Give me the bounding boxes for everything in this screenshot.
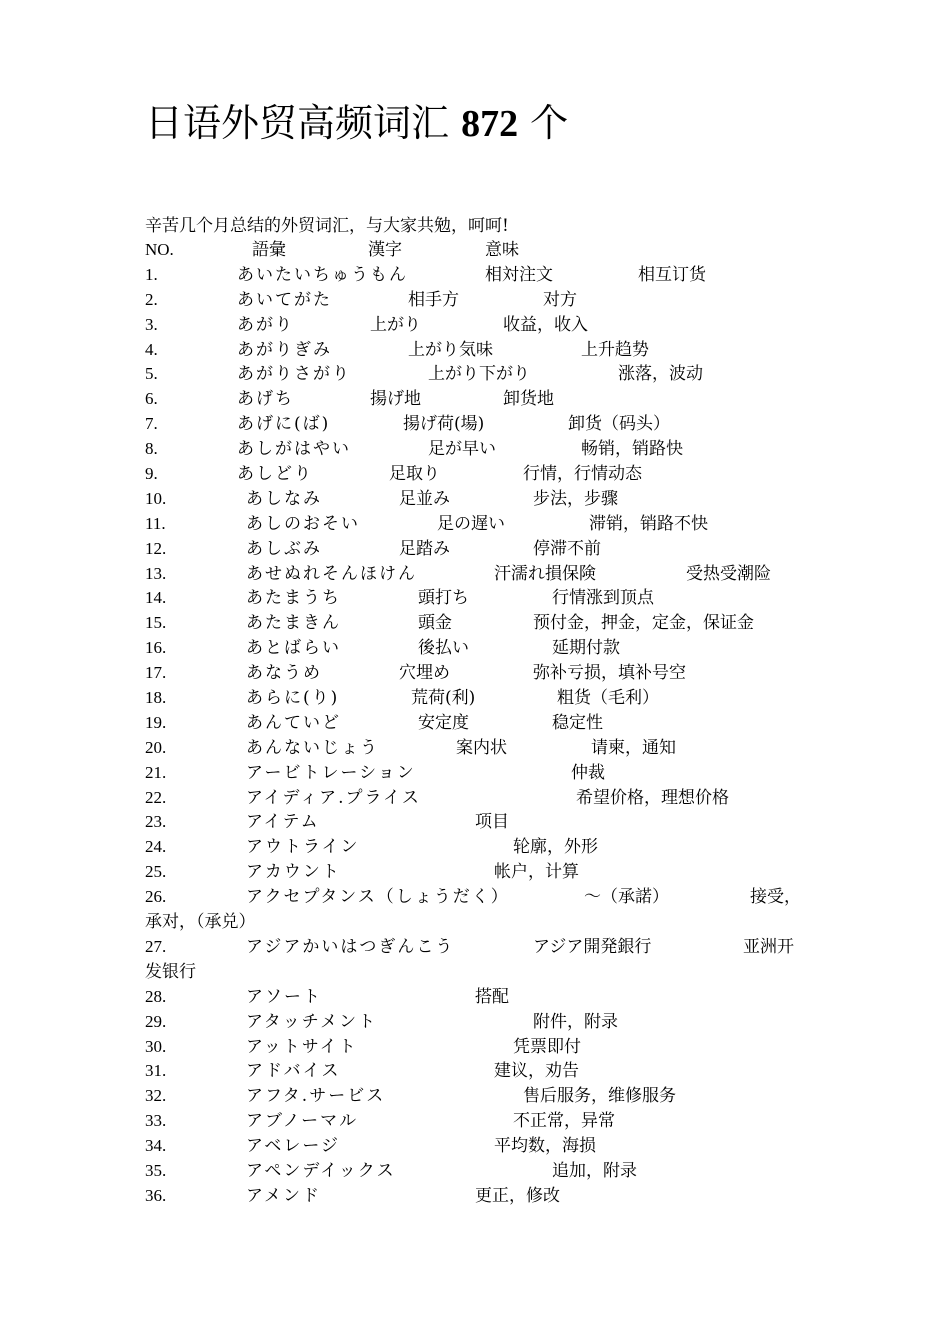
entry-meaning: 亚洲开 [743, 936, 794, 957]
entry-meaning: 行情，行情动态 [523, 464, 642, 485]
entry-number: 34. [145, 1136, 167, 1156]
entry-vocab: アクセプタンス（しょうだく） [246, 887, 510, 908]
entry-kanji: 後払い [418, 638, 469, 659]
entry-number: 13. [145, 563, 167, 583]
entry-meaning: 平均数，海损 [494, 1136, 596, 1157]
entry-row [0, 387, 950, 412]
entry-row [0, 1010, 950, 1035]
entry-meaning: 希望价格，理想价格 [576, 787, 729, 808]
title-suffix: 个 [518, 101, 569, 145]
entry-kanji: 上がり気味 [408, 339, 493, 360]
entry-vocab: アカウント [246, 862, 341, 883]
entry-kanji: 荒荷(利) [411, 688, 476, 709]
entry-kanji: 相対注文 [485, 264, 553, 285]
entry-number: 1. [145, 264, 158, 284]
entry-number: 14. [145, 588, 167, 608]
entry-number: 29. [145, 1011, 167, 1031]
entry-kanji: 上がり [370, 314, 421, 335]
entry-vocab: あがりさがり [237, 364, 351, 385]
entry-meaning: 稳定性 [552, 712, 603, 733]
entry-number: 19. [145, 712, 167, 732]
entry-row [0, 512, 950, 537]
entry-meaning: 接受， [750, 887, 801, 908]
entry-number: 11. [145, 513, 166, 533]
entry-number: 7. [145, 414, 158, 434]
entry-meaning: 不正常，异常 [513, 1111, 615, 1132]
entry-row [0, 611, 950, 636]
entry-number: 35. [145, 1160, 167, 1180]
entry-number: 21. [145, 762, 167, 782]
entry-row [0, 562, 950, 587]
entry-number: 15. [145, 613, 167, 633]
entry-kanji: 頭打ち [418, 588, 469, 609]
entry-vocab: あたまうち [246, 588, 341, 609]
entry-vocab: アジアかいはつぎんこう [246, 936, 455, 957]
entry-vocab: アービトレーション [246, 762, 416, 783]
entry-meaning: 上升趋势 [581, 339, 649, 360]
entry-number: 6. [145, 389, 158, 409]
entry-vocab: アソート [246, 986, 322, 1007]
entry-number: 30. [145, 1036, 167, 1056]
entry-number: 24. [145, 837, 167, 857]
vocabulary-list [0, 238, 950, 1209]
entry-number: 10. [145, 488, 167, 508]
entry-number: 9. [145, 464, 158, 484]
entry-row [0, 711, 950, 736]
entry-row [0, 835, 950, 860]
entry-meaning: 更正，修改 [475, 1185, 560, 1206]
entry-meaning: 附件，附录 [533, 1011, 618, 1032]
entry-vocab: アペンデイックス [246, 1160, 396, 1181]
entry-row [0, 412, 950, 437]
entry-vocab: アフタ.サービス [246, 1086, 386, 1107]
entry-number: 23. [145, 812, 167, 832]
entry-kanji: 案内状 [456, 737, 507, 758]
entry-row [0, 586, 950, 611]
entry-number: 12. [145, 538, 167, 558]
intro-text: 辛苦几个月总结的外贸词汇，与大家共勉，呵呵! [145, 216, 509, 236]
entry-kanji: 安定度 [418, 712, 469, 733]
entry-number: 27. [145, 936, 167, 956]
entry-meaning: 滞销，销路不快 [589, 513, 708, 534]
entry-vocab: あしのおそい [246, 513, 360, 534]
entry-vocab: アベレージ [246, 1136, 340, 1157]
entry-row [0, 860, 950, 885]
entry-meaning: 请柬，通知 [591, 737, 676, 758]
entry-vocab: アイテム [246, 812, 320, 833]
entry-row [0, 786, 950, 811]
entry-row [0, 437, 950, 462]
entry-meaning: 卸货地 [503, 389, 554, 410]
entry-number: 26. [145, 887, 167, 907]
entry-vocab: アタッチメント [246, 1011, 378, 1032]
entry-number: 20. [145, 737, 167, 757]
entry-meaning: 涨落，波动 [618, 364, 703, 385]
entry-meaning-continuation: 承对，（承兑） [145, 912, 256, 933]
entry-vocab: アドバイス [246, 1061, 341, 1082]
entry-vocab: あいてがた [237, 289, 332, 310]
entry-vocab: あせぬれそんほけん [246, 563, 417, 584]
entry-meaning-continuation: 发银行 [145, 961, 196, 982]
entry-row [0, 1035, 950, 1060]
entry-meaning: 帐户，计算 [494, 862, 579, 883]
entry-row [0, 661, 950, 686]
entry-meaning: 售后服务，维修服务 [523, 1086, 676, 1107]
entry-meaning: 延期付款 [552, 638, 620, 659]
entry-meaning: 停滞不前 [533, 538, 601, 559]
entry-vocab: あなうめ [246, 663, 322, 684]
entry-vocab: あんていど [246, 712, 341, 733]
entry-meaning: 受热受潮险 [686, 563, 771, 584]
entry-vocab: あしぶみ [246, 538, 322, 559]
entry-meaning: 对方 [543, 289, 577, 310]
entry-row [0, 362, 950, 387]
entry-row [0, 1084, 950, 1109]
entry-number: 25. [145, 862, 167, 882]
entry-number: 18. [145, 688, 167, 708]
entry-continuation-row [0, 960, 950, 985]
entry-row [0, 1134, 950, 1159]
entry-row [0, 338, 950, 363]
entry-kanji: 足並み [399, 488, 450, 509]
header-row [0, 238, 950, 263]
entry-kanji: 足が早い [428, 439, 496, 460]
entry-meaning: 项目 [475, 812, 509, 833]
entry-kanji: 頭金 [418, 613, 452, 634]
header-meaning: 意味 [485, 240, 519, 260]
entry-meaning: 相互订货 [638, 264, 706, 285]
entry-number: 3. [145, 314, 158, 334]
entry-vocab: アイディア.プライス [246, 787, 421, 808]
entry-vocab: あいたいちゅうもん [237, 264, 408, 285]
entry-number: 16. [145, 638, 167, 658]
title-prefix: 日语外贸高频词汇 [145, 101, 462, 145]
entry-kanji: 穴埋め [399, 663, 450, 684]
entry-number: 4. [145, 339, 158, 359]
entry-row [0, 1059, 950, 1084]
entry-kanji: 汗濡れ損保険 [494, 563, 596, 584]
entry-row [0, 636, 950, 661]
entry-row [0, 686, 950, 711]
entry-number: 32. [145, 1086, 167, 1106]
entry-vocab: あがり [237, 314, 294, 335]
entry-meaning: 步法，步骤 [533, 488, 618, 509]
entry-row [0, 1159, 950, 1184]
entry-row [0, 761, 950, 786]
entry-number: 22. [145, 787, 167, 807]
entry-meaning: 凭票即付 [513, 1036, 581, 1057]
entry-number: 31. [145, 1061, 167, 1081]
entry-row [0, 313, 950, 338]
entry-meaning: 粗货（毛利） [557, 688, 659, 709]
entry-vocab: あしなみ [246, 488, 322, 509]
entry-row [0, 1184, 950, 1209]
entry-kanji: 揚げ地 [370, 389, 421, 410]
entry-kanji: アジア開発銀行 [533, 936, 652, 957]
entry-meaning: 建议，劝告 [494, 1061, 579, 1082]
entry-number: 17. [145, 663, 167, 683]
entry-row [0, 736, 950, 761]
entry-vocab: アットサイト [246, 1036, 358, 1057]
entry-number: 5. [145, 364, 158, 384]
header-kanji: 漢字 [368, 240, 402, 260]
entry-row [0, 885, 950, 910]
entry-kanji: 足踏み [399, 538, 450, 559]
entry-meaning: 卸货（码头） [568, 414, 670, 435]
entry-kanji: 足取り [389, 464, 440, 485]
entry-meaning: 行情涨到顶点 [552, 588, 654, 609]
entry-kanji: ～（承諾） [584, 887, 669, 908]
entry-row [0, 985, 950, 1010]
entry-meaning: 弥补亏损，填补号空 [533, 663, 686, 684]
entry-vocab: あとばらい [246, 638, 341, 659]
entry-kanji: 揚げ荷(場) [403, 414, 485, 435]
entry-vocab: あらに(り) [246, 688, 340, 709]
entry-vocab: あんないじょう [246, 737, 379, 758]
entry-kanji: 足の遅い [437, 513, 505, 534]
entry-number: 8. [145, 439, 158, 459]
entry-vocab: アウトライン [246, 837, 360, 858]
entry-row [0, 263, 950, 288]
entry-vocab: あげに(ば) [237, 414, 331, 435]
header-vocab: 語彙 [252, 240, 286, 260]
entry-row [0, 462, 950, 487]
entry-kanji: 上がり下がり [428, 364, 530, 385]
entry-vocab: アブノーマル [246, 1111, 359, 1132]
entry-number: 2. [145, 289, 158, 309]
entry-meaning: 预付金，押金，定金，保证金 [533, 613, 754, 634]
entry-row [0, 810, 950, 835]
entry-vocab: あたまきん [246, 613, 341, 634]
entry-continuation-row [0, 910, 950, 935]
page-title [145, 98, 568, 149]
entry-meaning: 轮廓，外形 [513, 837, 598, 858]
entry-row [0, 288, 950, 313]
entry-vocab: あしがはやい [237, 439, 351, 460]
entry-kanji: 相手方 [408, 289, 459, 310]
entry-row [0, 537, 950, 562]
entry-meaning: 追加，附录 [552, 1160, 637, 1181]
entry-number: 33. [145, 1111, 167, 1131]
entry-meaning: 仲裁 [571, 762, 605, 783]
entry-meaning: 搭配 [475, 986, 509, 1007]
entry-vocab: アメンド [246, 1185, 321, 1206]
entry-vocab: あげち [237, 389, 294, 410]
entry-meaning: 收益，收入 [503, 314, 588, 335]
entry-number: 28. [145, 986, 167, 1006]
entry-vocab: あしどり [237, 464, 313, 485]
title-number: 872 [461, 103, 519, 145]
entry-meaning: 畅销，销路快 [581, 439, 683, 460]
entry-row [0, 487, 950, 512]
header-no: NO. [145, 240, 174, 259]
entry-row [0, 1109, 950, 1134]
entry-row [0, 935, 950, 960]
entry-vocab: あがりぎみ [237, 339, 332, 360]
entry-number: 36. [145, 1185, 167, 1205]
